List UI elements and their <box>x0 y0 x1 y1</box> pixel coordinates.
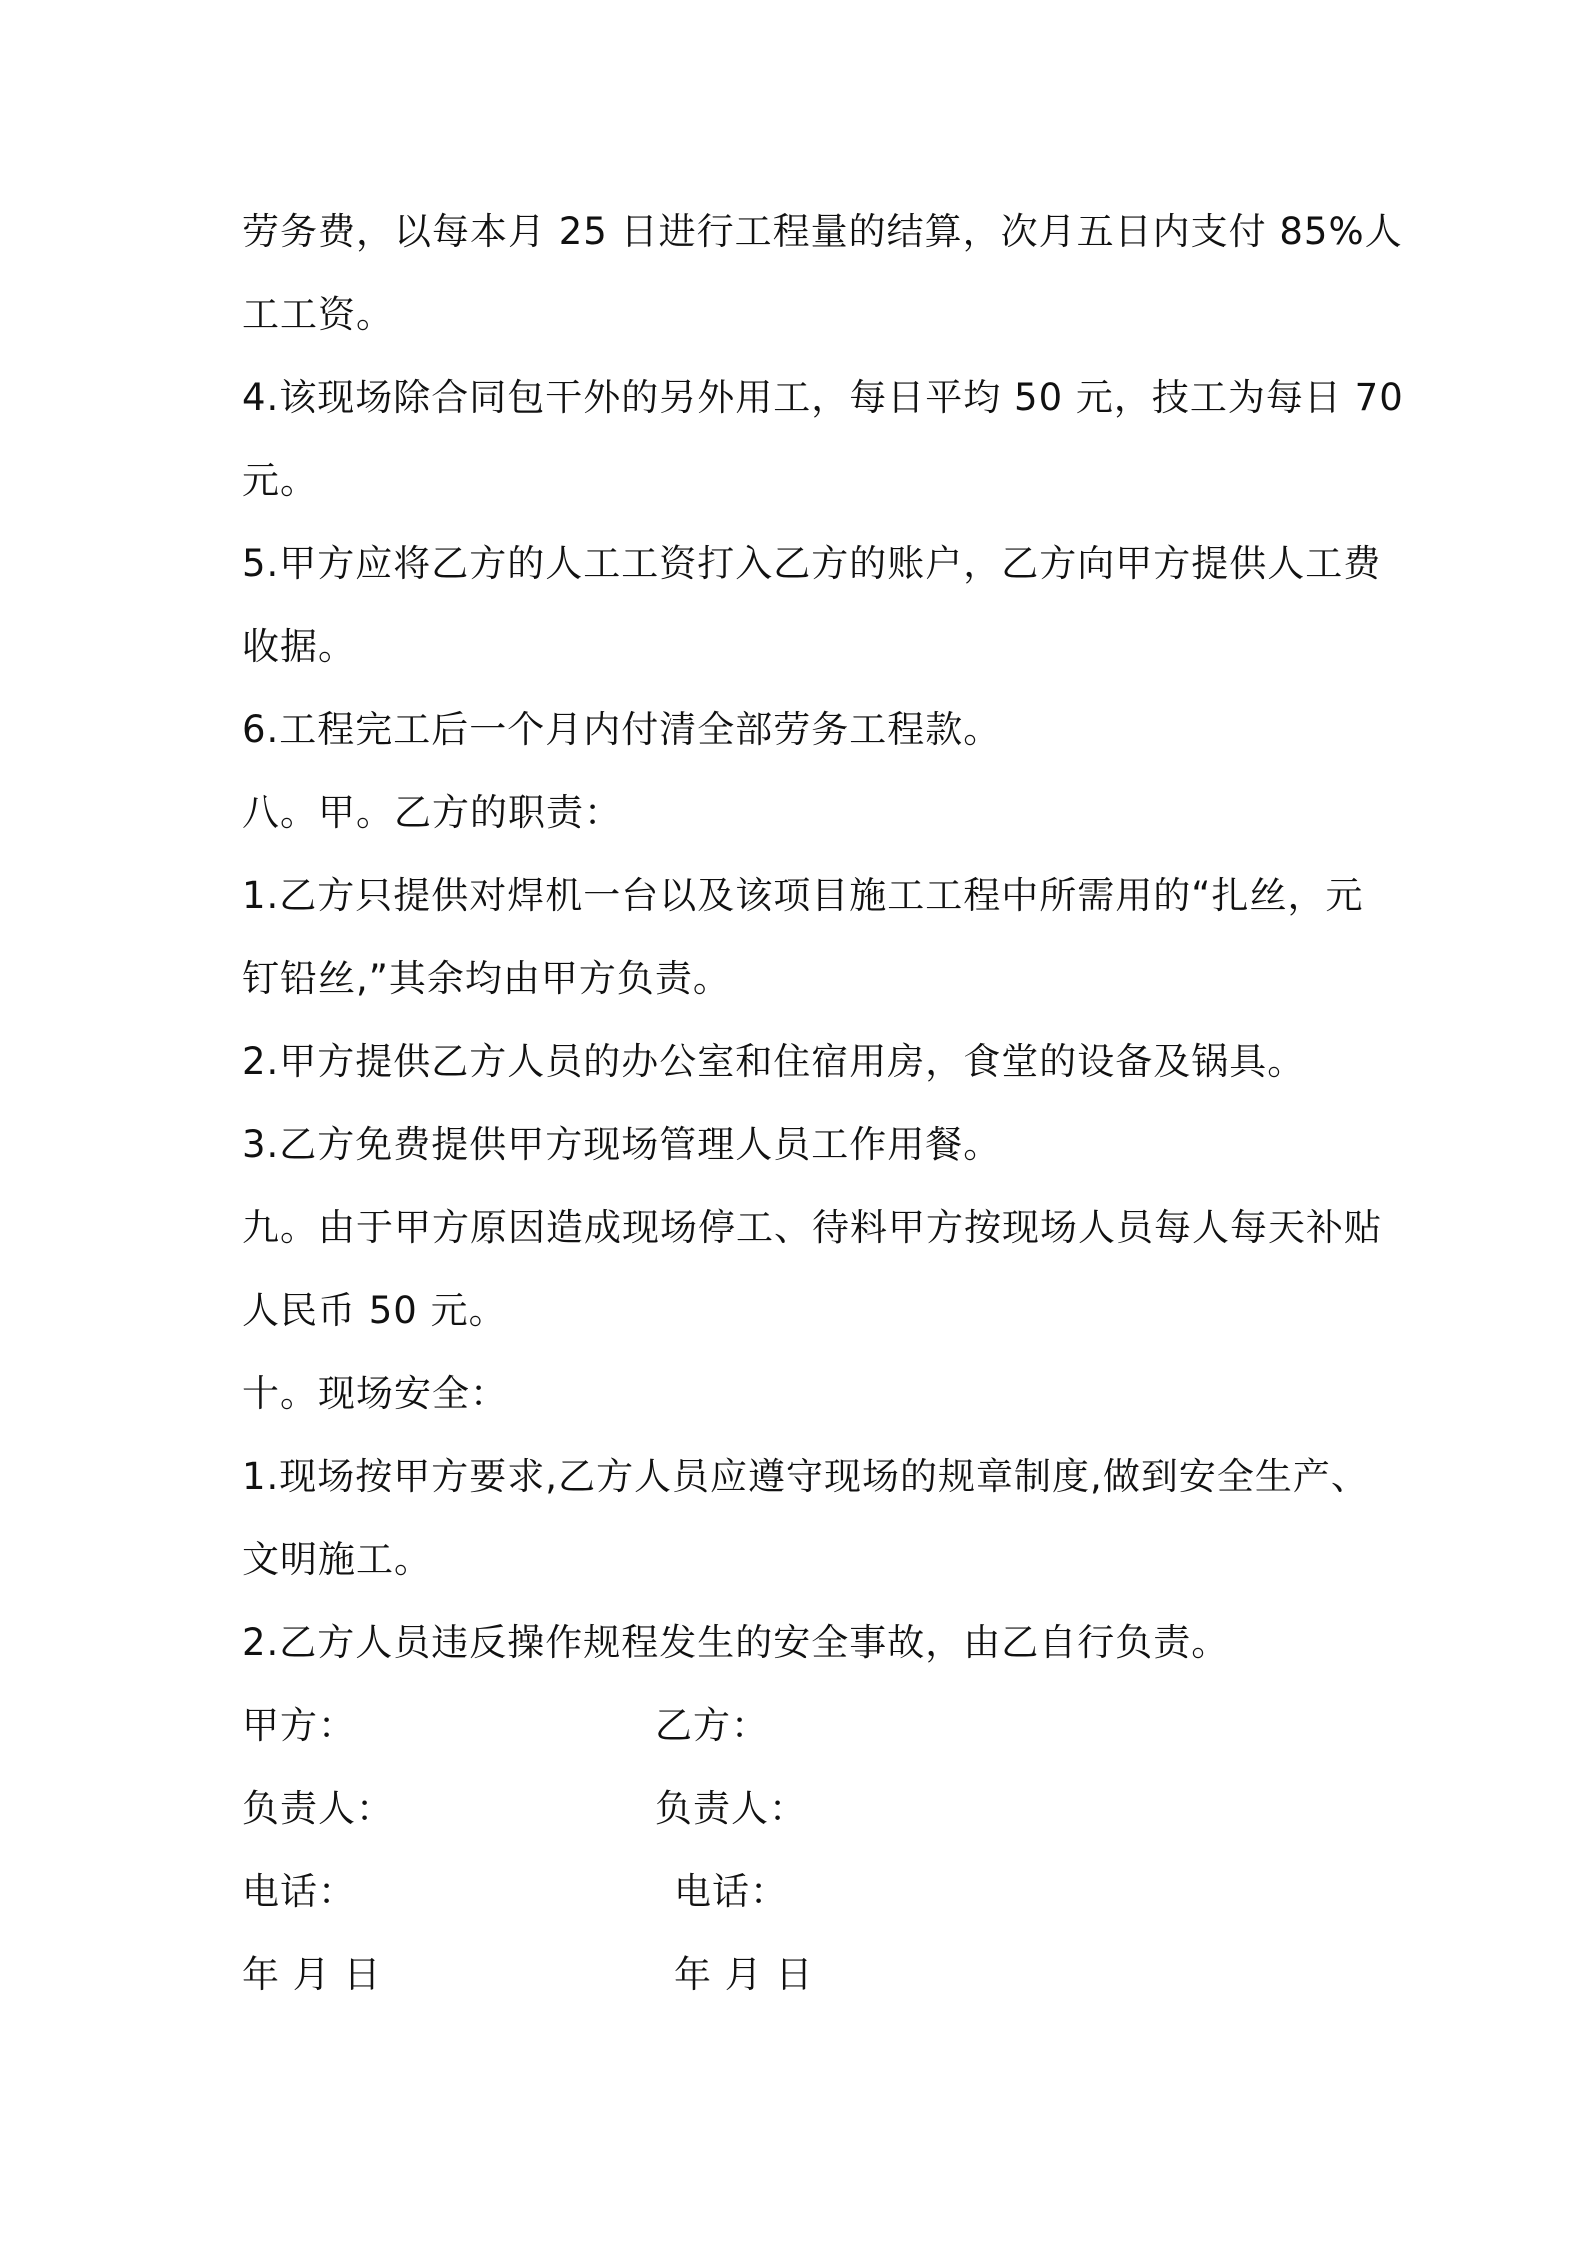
phone-a-label: 电话： <box>242 1870 356 1913</box>
date-b-label: 年 月 日 <box>674 1953 814 1996</box>
clause9-line1: 九。由于甲方原因造成现场停工、待料甲方按现场人员每人每天补贴 <box>242 1206 1382 1249</box>
clause10-item1-line1: 1.现场按甲方要求,乙方人员应遵守现场的规章制度,做到安全生产、 <box>242 1455 1369 1498</box>
date-a-label: 年 月 日 <box>242 1953 382 1996</box>
clause8-item2: 2.甲方提供乙方人员的办公室和住宿用房，食堂的设备及锅具。 <box>242 1040 1306 1083</box>
clause7-item4-line1: 4.该现场除合同包干外的另外用工，每日平均 50 元，技工为每日 70 <box>242 376 1404 419</box>
clause7-item5-line2: 收据。 <box>242 625 356 668</box>
clause7-continuation-line1: 劳务费，以每本月 25 日进行工程量的结算，次月五日内支付 85%人 <box>242 210 1403 253</box>
clause8-item3: 3.乙方免费提供甲方现场管理人员工作用餐。 <box>242 1123 1002 1166</box>
clause9-line2: 人民币 50 元。 <box>242 1289 507 1332</box>
clause10-item1-line2: 文明施工。 <box>242 1538 432 1581</box>
person-in-charge-b-label: 负责人： <box>655 1787 807 1830</box>
clause10-heading: 十。现场安全： <box>242 1372 508 1415</box>
clause7-item5-line1: 5.甲方应将乙方的人工工资打入乙方的账户，乙方向甲方提供人工费 <box>242 542 1382 585</box>
clause7-item4-line2: 元。 <box>242 459 318 502</box>
party-a-label: 甲方： <box>242 1704 356 1747</box>
party-b-label: 乙方： <box>655 1704 769 1747</box>
clause8-item1-line2: 钉铅丝,”其余均由甲方负责。 <box>242 957 731 1000</box>
clause7-item6: 6.工程完工后一个月内付清全部劳务工程款。 <box>242 708 1002 751</box>
clause8-heading: 八。甲。乙方的职责： <box>242 791 622 834</box>
phone-b-label: 电话： <box>674 1870 788 1913</box>
clause10-item2: 2.乙方人员违反操作规程发生的安全事故，由乙自行负责。 <box>242 1621 1230 1664</box>
clause8-item1-line1: 1.乙方只提供对焊机一台以及该项目施工工程中所需用的“扎丝，元 <box>242 874 1364 917</box>
person-in-charge-a-label: 负责人： <box>242 1787 394 1830</box>
clause7-continuation-line2: 工工资。 <box>242 293 394 336</box>
